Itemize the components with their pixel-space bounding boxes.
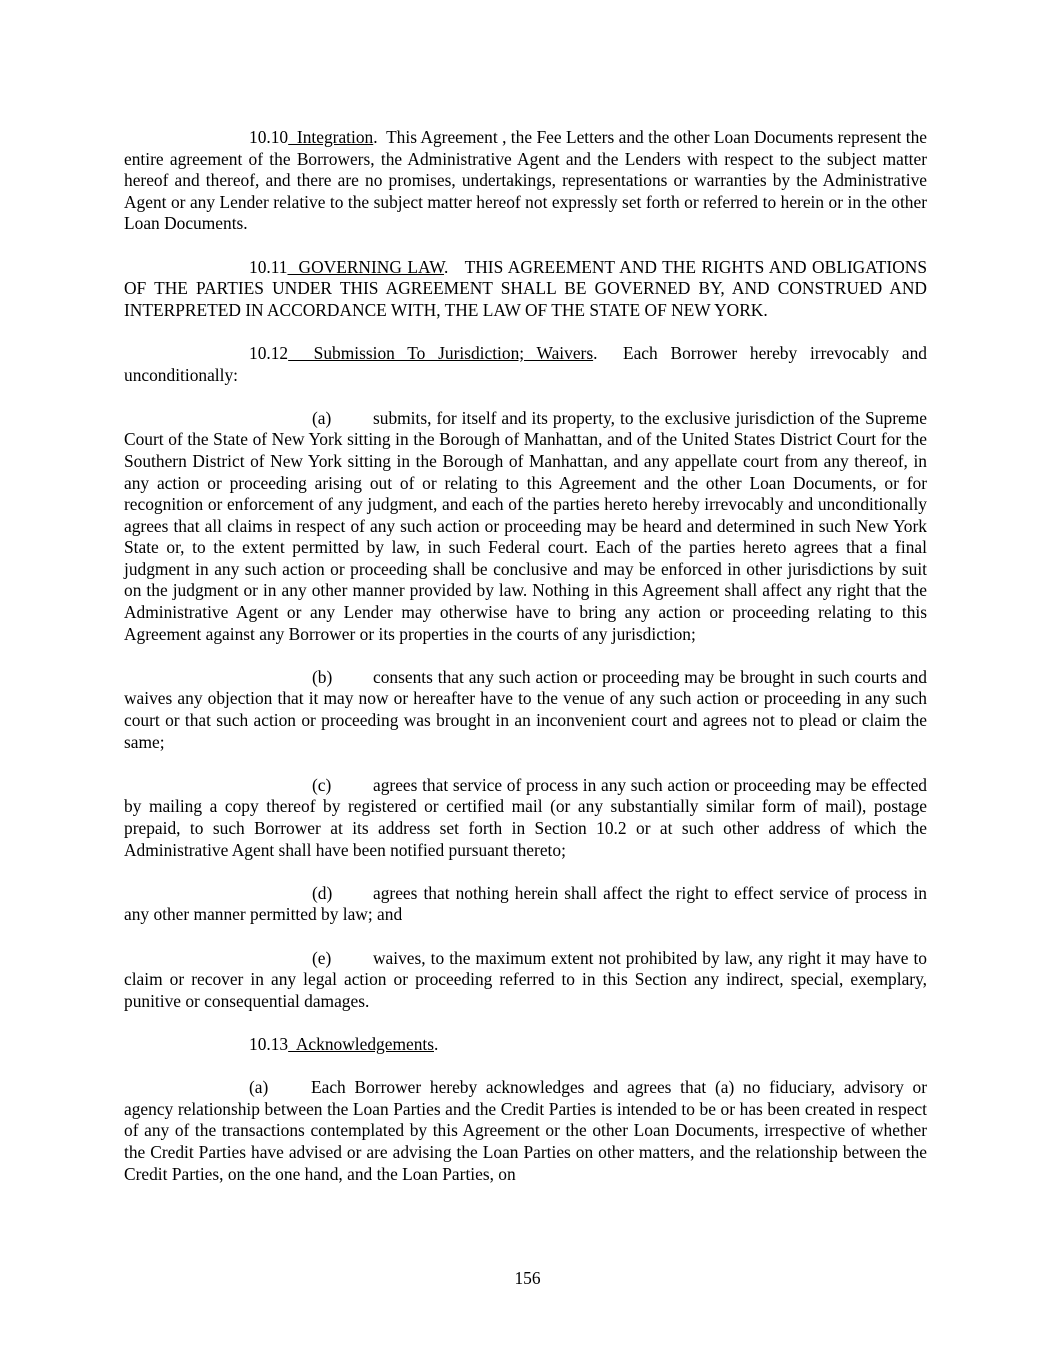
clause-text: consents that any such action or proceeding may be brought in such courts and waives any objection that it may now or hereafter have to the venue of any such action or proceeding in any such court or that such action or proceeding was brought in an inconvenient court and agrees not to plead or claim the same; [124, 666, 927, 752]
clause-10-12-c [124, 775, 927, 861]
section-heading: Integration [288, 127, 374, 147]
clause-text: Each Borrower hereby acknowledges and agrees that (a) no fiduciary, advisory or agency relationship between the Loan Parties and the Credit Parties is intended to be or has been created in respect of any of the transactions contemplated by this Agreement or the other Loan Documents, irrespective of whether the Credit Parties have advised or are advising the Loan Parties on other matters, and the relationship between the Credit Parties, on the one hand, and the Loan Parties, on [124, 1077, 927, 1184]
section-10-13: 10.13 Acknowledgements. [249, 1033, 439, 1054]
section-number: 10.13 [249, 1033, 289, 1054]
clause-label: (b) [312, 666, 333, 687]
section-number: 10.10 [249, 127, 289, 147]
section-heading: GOVERNING LAW [287, 256, 445, 277]
section-body: THIS AGREEMENT AND THE RIGHTS AND OBLIGATIONS OF THE PARTIES UNDER THIS AGREEMENT SHALL BE GOVERNED BY, AND CONSTRUED AND INTERPRETED IN ACCORDANCE WITH, THE LAW OF THE STATE OF NEW YORK. [124, 256, 928, 320]
clause-text: agrees that service of process in any such action or proceeding may be effected by mailing a copy thereof by registered or certified mail (or any substantially similar form of mail), postage prepaid, to such Borrower at its address set forth in Section 10.2 or at such other address of which the Administrative Agent shall have been notified pursuant thereto; [124, 774, 927, 860]
clause-text: agrees that nothing herein shall affect the right to effect service of process in any other manner permitted by law; and [124, 882, 927, 925]
clause-label: (d) [312, 882, 333, 903]
section-10-10: 10.10 Integration. This Agreement , the Fee Letters and the other Loan Documents represent the entire agreement of the Borrowers, the Administrative Agent and the Lenders with respect to the subject matter hereof and thereof, and there are no promises, undertakings, representations or warranties by the Administrative Agent or any Lender relative to the subject matter hereof not expressly set forth or referred to herein or in the other Loan Documents. [124, 127, 927, 234]
section-heading: Submission To Jurisdiction; Waivers [288, 342, 594, 363]
clause-10-12-d [124, 883, 927, 926]
clause-text: submits, for itself and its property, to the exclusive jurisdiction of the Supreme Court of the State of New York sitting in the Borough of Manhattan, and of the United States District Court for the Southern District of New York sitting in the Borough of Manhattan, and any appellate court from any thereof, in any action or proceeding arising out of or relating to this Agreement and the other Loan Documents, or for recognition or enforcement of any judgment, and each of the parties hereto hereby irrevocably and unconditionally agrees that all claims in respect of any such action or proceeding may be heard and determined in such New York State or, to the extent permitted by law, in such Federal court. Each of the parties hereto agrees that a final judgment in any such action or proceeding shall be conclusive and may be enforced in other jurisdictions by suit on the judgment or in any other manner provided by law. Nothing in this Agreement shall affect any right that the Administrative Agent or any Lender may otherwise have to bring any action or proceeding relating to this Agreement against any Borrower or its properties in the courts of any jurisdiction; [124, 407, 927, 644]
clause-10-12-e [124, 948, 927, 1013]
clause-label: (a) [249, 1077, 269, 1098]
section-10-11: 10.11 GOVERNING LAW. THIS AGREEMENT AND THE RIGHTS AND OBLIGATIONS OF THE PARTIES UNDER THIS AGREEMENT SHALL BE GOVERNED BY, AND CONSTRUED AND INTERPRETED IN ACCORDANCE WITH, THE LAW OF THE STATE OF NEW YORK. [124, 256, 928, 320]
page-number: 156 [514, 1268, 541, 1288]
section-10-12: 10.12 Submission To Jurisdiction; Waivers. Each Borrower hereby irrevocably and unconditionally: [124, 342, 927, 385]
section-number: 10.12 [249, 342, 289, 363]
clause-10-12-a [124, 408, 927, 646]
clause-label: (e) [312, 947, 332, 968]
section-number: 10.11 [249, 256, 288, 277]
section-heading: Acknowledgements [288, 1033, 434, 1054]
section-body: This Agreement , the Fee Letters and the other Loan Documents represent the entire agreement of the Borrowers, the Administrative Agent and the Lenders with respect to the subject matter hereof and thereof, and there are no promises, undertakings, representations or warranties by the Administrative Agent or any Lender relative to the subject matter hereof not expressly set forth or referred to herein or in the other Loan Documents. [124, 127, 927, 234]
clause-text: waives, to the maximum extent not prohibited by law, any right it may have to claim or recover in any legal action or proceeding referred to in this Section any indirect, special, exemplary, punitive or consequential damages. [124, 947, 927, 1011]
clause-10-12-b [124, 667, 927, 753]
section-body: Each Borrower hereby irrevocably and unconditionally: [124, 342, 927, 385]
clause-10-13-a [124, 1077, 927, 1185]
clause-label: (c) [312, 774, 332, 795]
page-body [124, 127, 927, 1207]
clause-label: (a) [312, 407, 332, 428]
